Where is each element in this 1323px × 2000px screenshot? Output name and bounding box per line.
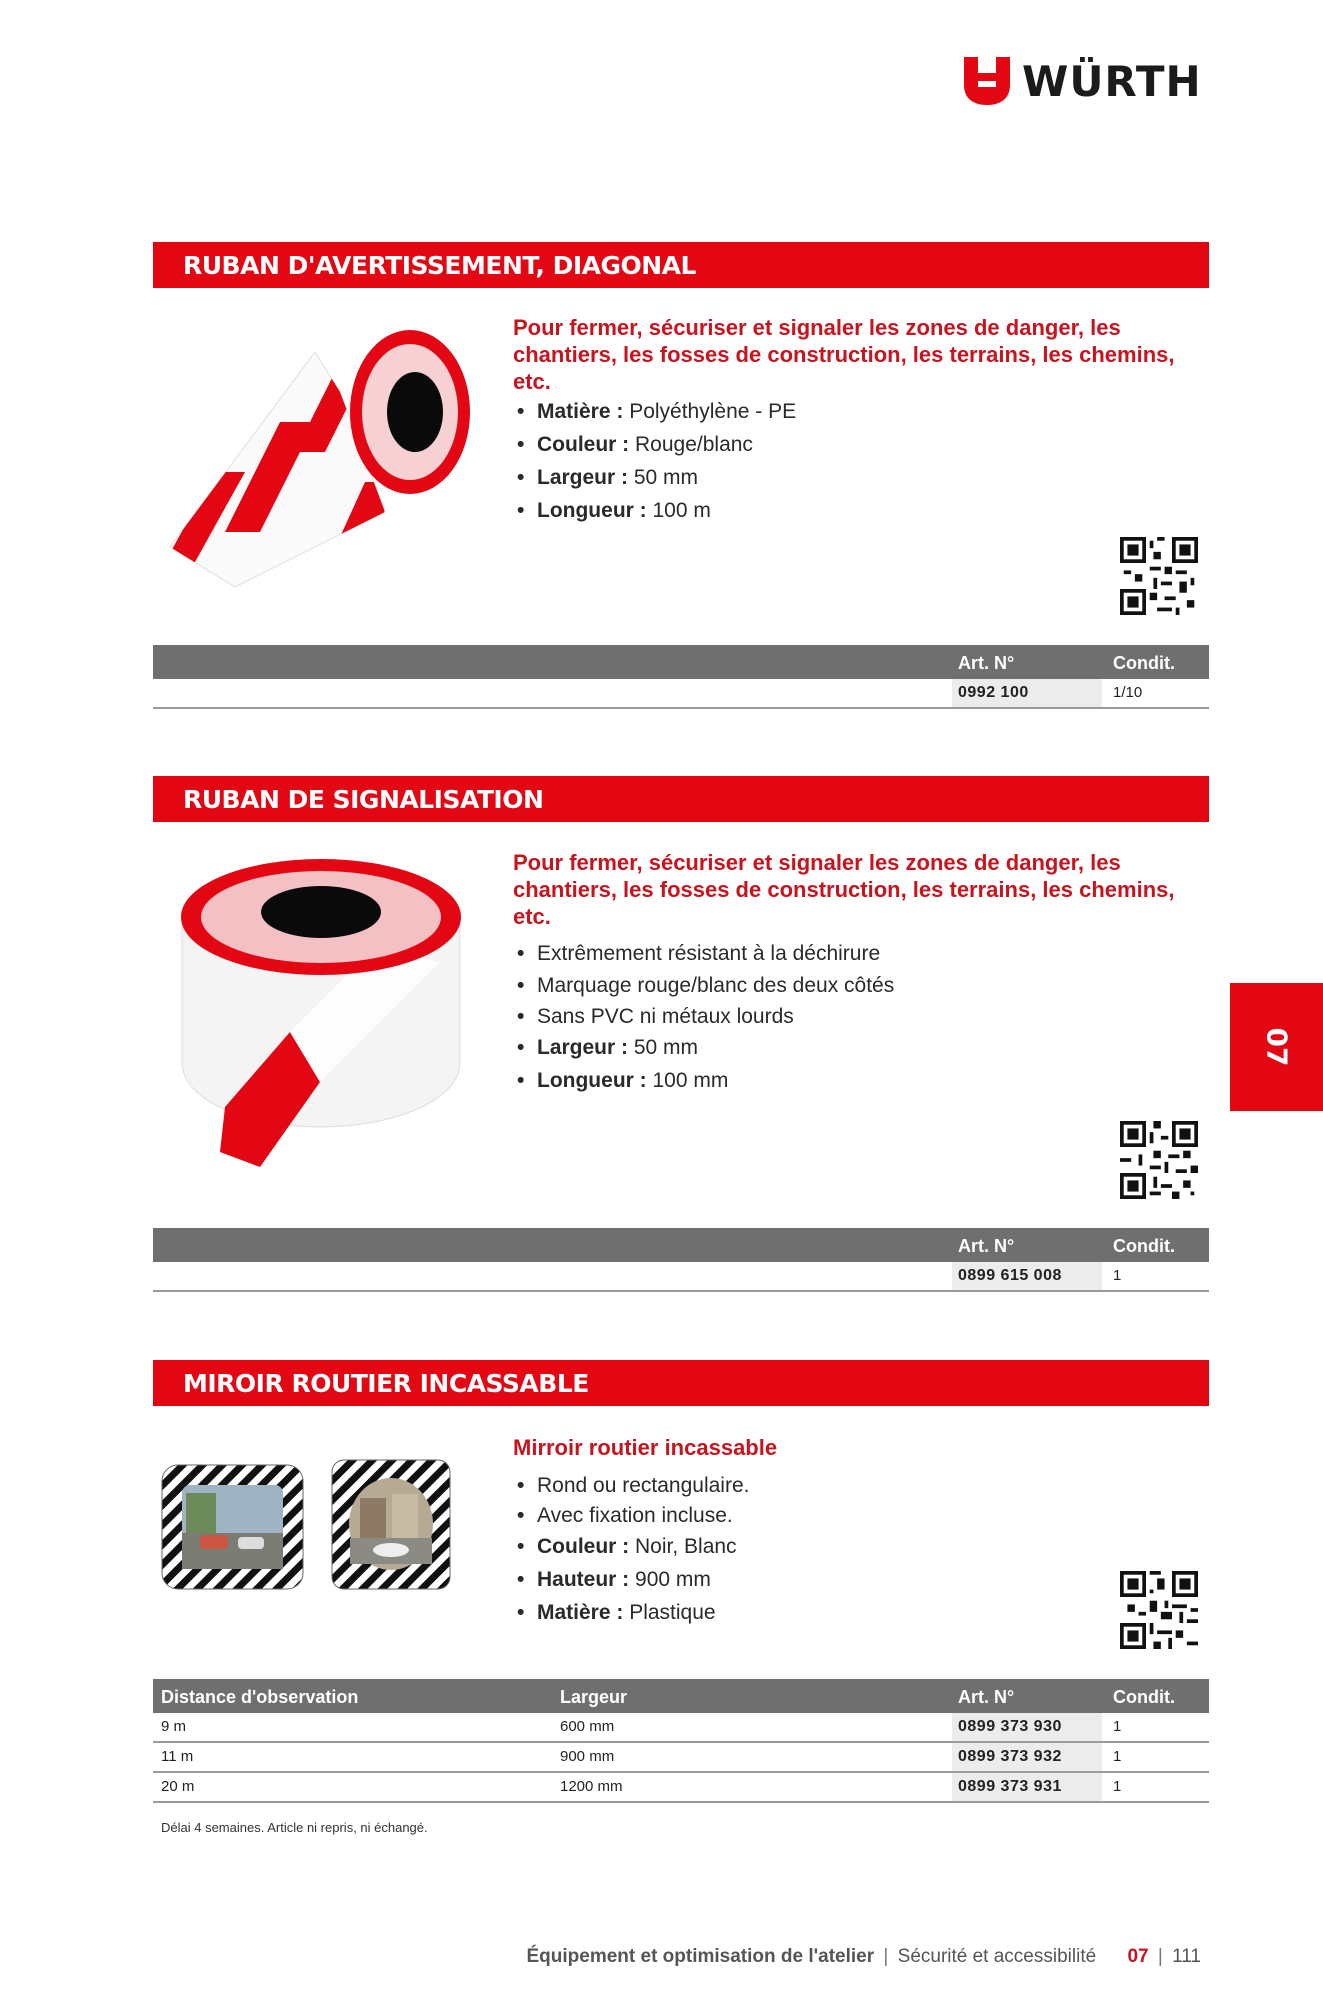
feature-item: • Matière : Plastique [513, 1596, 749, 1629]
col-cond: Condit. [1113, 1236, 1175, 1256]
table-row [153, 1773, 1209, 1803]
wurth-logo [962, 52, 1214, 110]
section-title-bar [153, 1360, 1209, 1406]
feature-item: • Largeur : 50 mm [513, 1031, 894, 1064]
section-title: RUBAN DE SIGNALISATION [183, 784, 544, 814]
col-art: Art. N° [958, 1687, 1015, 1707]
footer-chapter: 07 [1127, 1946, 1149, 1967]
qr-code-icon[interactable] [1120, 537, 1198, 615]
art-number: 0899 615 008 [958, 1267, 1062, 1284]
distance-value: 9 m [161, 1718, 187, 1735]
feature-item: • Longueur : 100 mm [513, 1064, 894, 1097]
feature-item: • Couleur : Rouge/blanc [513, 428, 796, 461]
table-header [153, 1679, 1209, 1713]
table-header [153, 645, 1209, 679]
brand-name: WÜRTH [1022, 56, 1202, 106]
page-footer [527, 1946, 1202, 1968]
art-number: 0899 373 931 [958, 1778, 1062, 1795]
col-cond: Condit. [1113, 1687, 1175, 1707]
warning-tape-image [165, 312, 475, 592]
feature-item: • Hauteur : 900 mm [513, 1563, 749, 1596]
signal-tape-roll-image [180, 852, 462, 1172]
chapter-side-tab [1230, 983, 1323, 1111]
cond-value: 1 [1113, 1748, 1122, 1765]
feature-item: • Matière : Polyéthylène - PE [513, 395, 796, 428]
feature-item: • Marquage rouge/blanc des deux côtés [513, 970, 894, 1002]
feature-item: • Couleur : Noir, Blanc [513, 1530, 749, 1563]
feature-list [513, 938, 894, 1097]
section-title: RUBAN D'AVERTISSEMENT, DIAGONAL [183, 250, 696, 280]
largeur-value: 900 mm [560, 1748, 615, 1765]
feature-item: • Sans PVC ni métaux lourds [513, 1002, 894, 1031]
col-cond: Condit. [1113, 653, 1175, 673]
feature-item: • Extrêmement résistant à la déchirure [513, 938, 894, 970]
distance-value: 20 m [161, 1778, 195, 1795]
section-intro: Mirroir routier incassable [513, 1435, 778, 1460]
col-art: Art. N° [958, 653, 1015, 673]
col-art: Art. N° [958, 1236, 1015, 1256]
round-mirror-image [330, 1458, 452, 1591]
footer-subcategory: Sécurité et accessibilité [897, 1946, 1097, 1967]
feature-list [513, 1470, 749, 1629]
cond-value: 1 [1113, 1778, 1122, 1795]
section-intro: Pour fermer, sécuriser et signaler les zones de danger, les chantiers, les fosses de construction, les terrains, les chemins, etc. [513, 315, 1175, 394]
feature-item: • Largeur : 50 mm [513, 461, 796, 494]
cond-value: 1/10 [1113, 684, 1143, 701]
footer-separator: | [883, 1946, 889, 1967]
col-largeur: Largeur [560, 1687, 628, 1707]
art-number: 0899 373 930 [958, 1718, 1062, 1735]
art-number: 0992 100 [958, 684, 1029, 701]
distance-value: 11 m [161, 1748, 194, 1765]
footer-category: Équipement et optimisation de l'atelier [526, 1946, 875, 1967]
section-title-bar [153, 242, 1209, 288]
art-number: 0899 373 932 [958, 1748, 1062, 1765]
table-row [153, 1262, 1209, 1292]
feature-item: • Avec fixation incluse. [513, 1502, 749, 1530]
feature-list [513, 395, 796, 527]
largeur-value: 600 mm [560, 1718, 615, 1735]
feature-item: • Longueur : 100 m [513, 494, 796, 527]
footer-page-separator: | [1157, 1946, 1163, 1967]
qr-code-icon[interactable] [1120, 1121, 1198, 1199]
delivery-note: Délai 4 semaines. Article ni repris, ni échangé. [161, 1820, 428, 1835]
qr-code-icon[interactable] [1120, 1571, 1198, 1649]
cond-value: 1 [1113, 1718, 1122, 1735]
feature-item: • Rond ou rectangulaire. [513, 1470, 749, 1502]
section-title-bar [153, 776, 1209, 822]
table-row [153, 1743, 1209, 1773]
section-intro: Pour fermer, sécuriser et signaler les zones de danger, les chantiers, les fosses de construction, les terrains, les chemins, etc. [513, 850, 1175, 929]
table-row [153, 679, 1209, 709]
wurth-logo-icon [962, 55, 1012, 107]
footer-page-number: 111 [1172, 1946, 1201, 1967]
chapter-number: 07 [1260, 1027, 1293, 1067]
table-header [153, 1228, 1209, 1262]
table-row [153, 1713, 1209, 1743]
col-distance: Distance d'observation [161, 1687, 359, 1707]
rectangular-mirror-image [160, 1463, 305, 1591]
cond-value: 1 [1113, 1267, 1122, 1284]
largeur-value: 1200 mm [560, 1778, 623, 1795]
section-title: MIROIR ROUTIER INCASSABLE [183, 1368, 589, 1398]
